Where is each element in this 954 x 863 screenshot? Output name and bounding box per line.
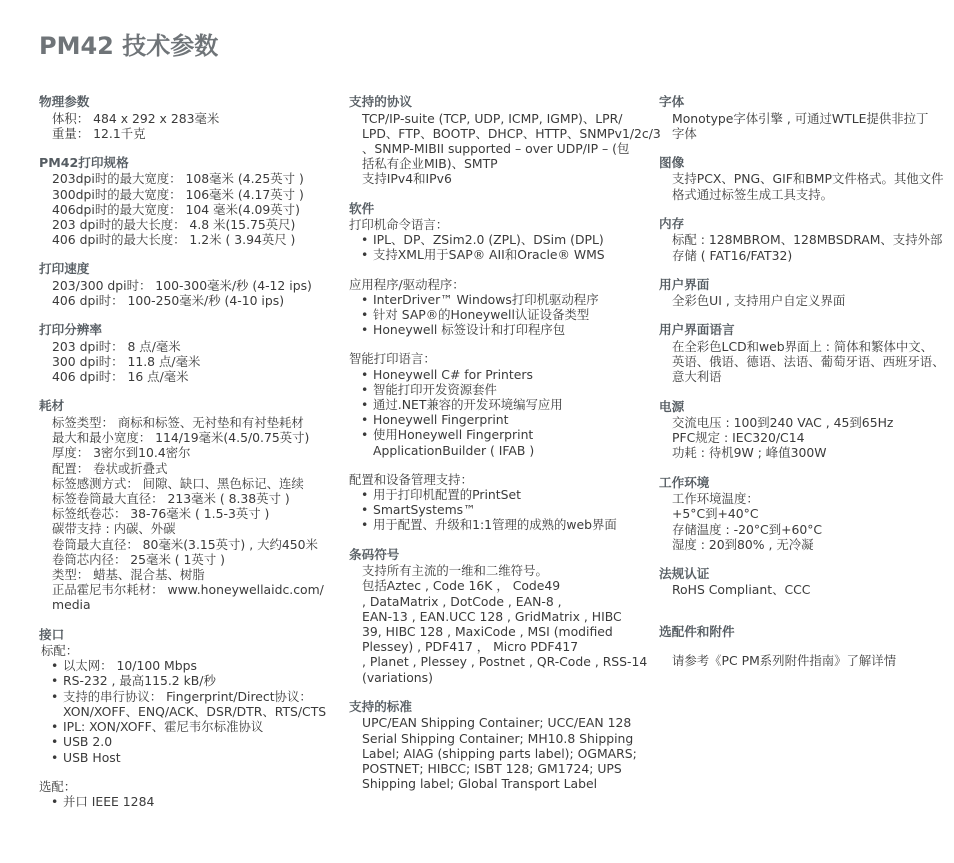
list-item: • IPL、DP、ZSim2.0 (ZPL)、DSim (DPL) xyxy=(361,232,649,247)
spec-line: 重量： 12.1千克 xyxy=(52,125,146,141)
spec-line: 最大和最小宽度： 114/19毫米(4.5/0.75英寸) xyxy=(52,430,310,446)
section-speed xyxy=(39,261,339,308)
spec-line: 203/300 dpi时： 100-300毫米/秒 (4-12 ips) xyxy=(52,277,312,293)
spec-line: 203dpi时的最大宽度： 108毫米 (4.25英寸 ) xyxy=(52,171,304,187)
section-protocols xyxy=(349,94,661,187)
section-resolution xyxy=(39,322,339,384)
list-item xyxy=(51,689,339,719)
list-item: • 通过.NET兼容的开发环境编写应用 xyxy=(361,397,649,412)
spec-line: 203 dpi时： 8 点/毫米 xyxy=(52,338,181,354)
section-title: 电源 xyxy=(659,398,685,414)
spec-line: 39, HIBC 128 , MaxiCode , MSI (modified xyxy=(362,623,613,639)
section-title: 用户界面语言 xyxy=(659,322,735,338)
section-title: 接口 xyxy=(39,626,65,642)
spec-line: 厚度： 3密尔到10.4密尔 xyxy=(52,445,191,461)
spec-line: Monotype字体引擎 , 可通过WTLE提供非拉丁 xyxy=(672,110,929,126)
spec-line: 碳带支持 : 内碳、外碳 xyxy=(52,521,176,537)
section-title: 软件 xyxy=(349,200,375,216)
section-title: 支持的协议 xyxy=(349,94,412,109)
section-title: 内存 xyxy=(659,215,685,231)
spec-line: 字体 xyxy=(672,125,697,141)
spec-line: 存储温度 : -20°C到+60°C xyxy=(672,521,823,537)
section-title: 字体 xyxy=(659,94,685,109)
list-item: • SmartSystems™ xyxy=(361,502,649,517)
section-title: 打印分辨率 xyxy=(39,322,102,338)
spec-line: 406 dpi时： 100-250毫米/秒 (4-10 ips) xyxy=(52,293,285,309)
spec-line: 、SNMP-MIBII supported – over UDP/IP – (包 xyxy=(362,140,630,156)
spec-line: 标签类型： 商标和标签、无衬垫和有衬垫耗材 xyxy=(52,414,304,430)
spec-line: 存储 ( FAT16/FAT32) xyxy=(672,247,793,263)
spec-line: 支持IPv4和IPv6 xyxy=(362,171,452,187)
sub-label: 选配： xyxy=(39,778,77,794)
spec-line: 300 dpi时： 11.8 点/毫米 xyxy=(52,354,201,370)
section-media xyxy=(39,398,339,612)
spec-line: 203 dpi时的最大长度： 4.8 米(15.75英尺) xyxy=(52,217,296,233)
list-item: • Honeywell C# for Printers xyxy=(361,367,649,382)
list-item-text: 使用Honeywell Fingerprint xyxy=(373,427,534,443)
spec-line: 全彩色UI , 支持用户自定义界面 xyxy=(672,293,846,309)
spec-line: , DataMatrix , DotCode , EAN-8 , xyxy=(362,593,562,609)
list-item: • IPL: XON/XOFF、霍尼韦尔标准协议 xyxy=(51,719,339,734)
list-item: • 支持XML用于SAP® AII和Oracle® WMS xyxy=(361,247,649,262)
spec-line: Plessey) , PDF417 ， Micro PDF417 xyxy=(362,639,579,655)
list-item: • Honeywell 标签设计和打印程序包 xyxy=(361,322,649,337)
list-item: • USB Host xyxy=(51,750,339,765)
section-approvals xyxy=(659,566,949,598)
list-item: • 针对 SAP®的Honeywell认证设备类型 xyxy=(361,307,649,322)
spec-line: 类型： 蜡基、混合基、树脂 xyxy=(52,566,205,582)
list-item-continuation: XON/XOFF、ENQ/ACK、DSR/DTR、RTS/CTS xyxy=(63,703,327,719)
page-title: PM42 技术参数 xyxy=(39,32,219,60)
section-user-interface xyxy=(659,277,949,309)
spec-line: , Planet , Plessey , Postnet , QR-Code , RSS-14 xyxy=(362,654,648,670)
list-item: • Honeywell Fingerprint xyxy=(361,412,649,427)
spec-line: 标签纸卷芯： 38-76毫米 ( 1.5-3英寸 ) xyxy=(52,506,270,522)
list-item: • 智能打印开发资源套件 xyxy=(361,382,649,397)
section-power xyxy=(659,399,949,461)
spec-line: UPC/EAN Shipping Container; UCC/EAN 128 xyxy=(362,715,632,731)
section-title: 耗材 xyxy=(39,398,65,414)
section-title: 法规认证 xyxy=(659,565,710,581)
column-1 xyxy=(39,94,339,823)
spec-line: 支持所有主流的一维和二维符号。 xyxy=(362,563,548,579)
spec-line: 406 dpi时： 16 点/毫米 xyxy=(52,369,189,385)
command-language-list xyxy=(349,232,649,262)
spec-line: 请参考《PC PM系列附件指南》了解详情 xyxy=(672,653,897,669)
list-item xyxy=(361,427,649,457)
smart-printing-list xyxy=(349,367,649,458)
spec-line: Shipping label; Global Transport Label xyxy=(362,776,598,792)
section-fonts xyxy=(659,94,949,141)
section-title: 选配件和附件 xyxy=(659,623,735,639)
spec-line: RoHS Compliant、CCC xyxy=(672,582,811,598)
spec-line: 功耗 : 待机9W ; 峰值300W xyxy=(672,445,827,461)
section-ui-languages xyxy=(659,322,949,384)
list-item: • 以太网： 10/100 Mbps xyxy=(51,658,339,673)
section-software xyxy=(349,201,649,533)
spec-line: 卷筒芯内径： 25毫米 ( 1英寸 ) xyxy=(52,551,225,567)
section-title: 条码符号 xyxy=(349,546,400,562)
spec-line: Label; AIAG (shipping parts label); OGMARS; xyxy=(362,745,637,761)
spec-line: TCP/IP-suite (TCP, UDP, ICMP, IGMP)、LPR/ xyxy=(362,110,623,126)
spec-line: 支持PCX、PNG、GIF和BMP文件格式。其他文件 xyxy=(672,171,944,187)
spec-line: 300dpi时的最大宽度： 106毫米 (4.17英寸 ) xyxy=(52,186,304,202)
spec-line: 括私有企业MIB)、SMTP xyxy=(362,156,498,172)
spec-line: 标配 : 128MBROM、128MBSDRAM、支持外部 xyxy=(672,232,943,248)
spec-line: 配置： 卷状或折叠式 xyxy=(52,460,168,476)
section-physical xyxy=(39,94,339,141)
spec-line: 卷筒最大直径： 80毫米(3.15英寸) , 大约450米 xyxy=(52,536,318,552)
section-title: 物理参数 xyxy=(39,94,90,109)
spec-line: 标签感测方式： 间隙、缺口、黑色标记、连续 xyxy=(52,475,304,491)
spec-line: 体积： 484 x 292 x 283毫米 xyxy=(52,110,220,126)
column-3 xyxy=(659,94,949,682)
spec-line: 工作环境温度： xyxy=(672,491,759,507)
spec-line: 包括Aztec , Code 16K ， Code49 xyxy=(362,578,561,594)
section-title: 打印速度 xyxy=(39,261,90,277)
section-barcodes xyxy=(349,547,649,685)
sub-label: 智能打印语言： xyxy=(349,351,436,367)
section-title: PM42打印规格 xyxy=(39,154,129,170)
spec-line: 意大利语 xyxy=(672,369,722,385)
sub-label: 配置和设备管理支持： xyxy=(349,471,473,487)
section-title: 用户界面 xyxy=(659,276,710,292)
section-title: 图像 xyxy=(659,154,685,170)
standard-interface-list xyxy=(39,658,339,764)
list-item: • 用于打印机配置的PrintSet xyxy=(361,487,649,502)
list-item: • RS-232 , 最高115.2 kB/秒 xyxy=(51,673,339,688)
sub-label: 标配： xyxy=(41,643,79,659)
spec-line: 406 dpi时的最大长度： 1.2米 ( 3.94英尺 ) xyxy=(52,232,296,248)
column-2 xyxy=(349,94,661,805)
spec-line: 英语、俄语、德语、法语、葡萄牙语、西班牙语、 xyxy=(672,354,945,370)
spec-line: 交流电压 : 100到240 VAC , 45到65Hz xyxy=(672,415,894,431)
section-title: 工作环境 xyxy=(659,474,710,490)
sub-label: 打印机命令语言： xyxy=(349,217,449,233)
spec-line: POSTNET; HIBCC; ISBT 128; GM1724; UPS xyxy=(362,760,622,776)
spec-line: 406dpi时的最大宽度： 104 毫米(4.09英寸) xyxy=(52,201,300,217)
section-interface xyxy=(39,627,339,810)
spec-line: Serial Shipping Container; MH10.8 Shipping xyxy=(362,730,634,746)
sub-label: 应用程序/驱动程序： xyxy=(349,276,465,292)
list-item: • InterDriver™ Windows打印机驱动程序 xyxy=(361,292,649,307)
section-standards xyxy=(349,699,649,792)
spec-line: media xyxy=(52,597,91,613)
list-item-continuation: ApplicationBuilder ( IFAB ) xyxy=(373,442,535,458)
driver-list xyxy=(349,292,649,338)
spec-line: LPD、FTP、BOOTP、DHCP、HTTP、SNMPv1/2c/3 xyxy=(362,125,661,141)
list-item-text: 支持的串行协议： Fingerprint/Direct协议： xyxy=(63,688,312,704)
list-item: • 并口 IEEE 1284 xyxy=(51,794,339,809)
list-item: • 用于配置、升级和1:1管理的成熟的web界面 xyxy=(361,517,649,532)
section-title: 支持的标准 xyxy=(349,698,412,714)
spec-line: +5°C到+40°C xyxy=(672,506,759,522)
section-memory xyxy=(659,216,949,263)
spec-line: 在全彩色LCD和web界面上 : 简体和繁体中文、 xyxy=(672,338,934,354)
spec-line: (variations) xyxy=(362,669,433,685)
section-graphics xyxy=(659,155,949,202)
spec-line: EAN-13 , EAN.UCC 128 , GridMatrix , HIBC xyxy=(362,608,622,624)
spec-line: 格式通过标签生成工具支持。 xyxy=(672,186,834,202)
section-environment xyxy=(659,475,949,552)
spec-line: 正品霍尼韦尔耗材： www.honeywellaidc.com/ xyxy=(52,582,324,598)
spec-line: 标签卷筒最大直径： 213毫米 ( 8.38英寸 ) xyxy=(52,490,290,506)
list-item: • USB 2.0 xyxy=(51,734,339,749)
section-accessories xyxy=(659,624,949,669)
spec-line: 湿度 : 20到80% , 无冷凝 xyxy=(672,536,814,552)
section-print-spec xyxy=(39,155,339,248)
device-management-list xyxy=(349,487,649,533)
spec-line: PFC规定 : IEC320/C14 xyxy=(672,430,805,446)
optional-interface-list xyxy=(39,794,339,809)
